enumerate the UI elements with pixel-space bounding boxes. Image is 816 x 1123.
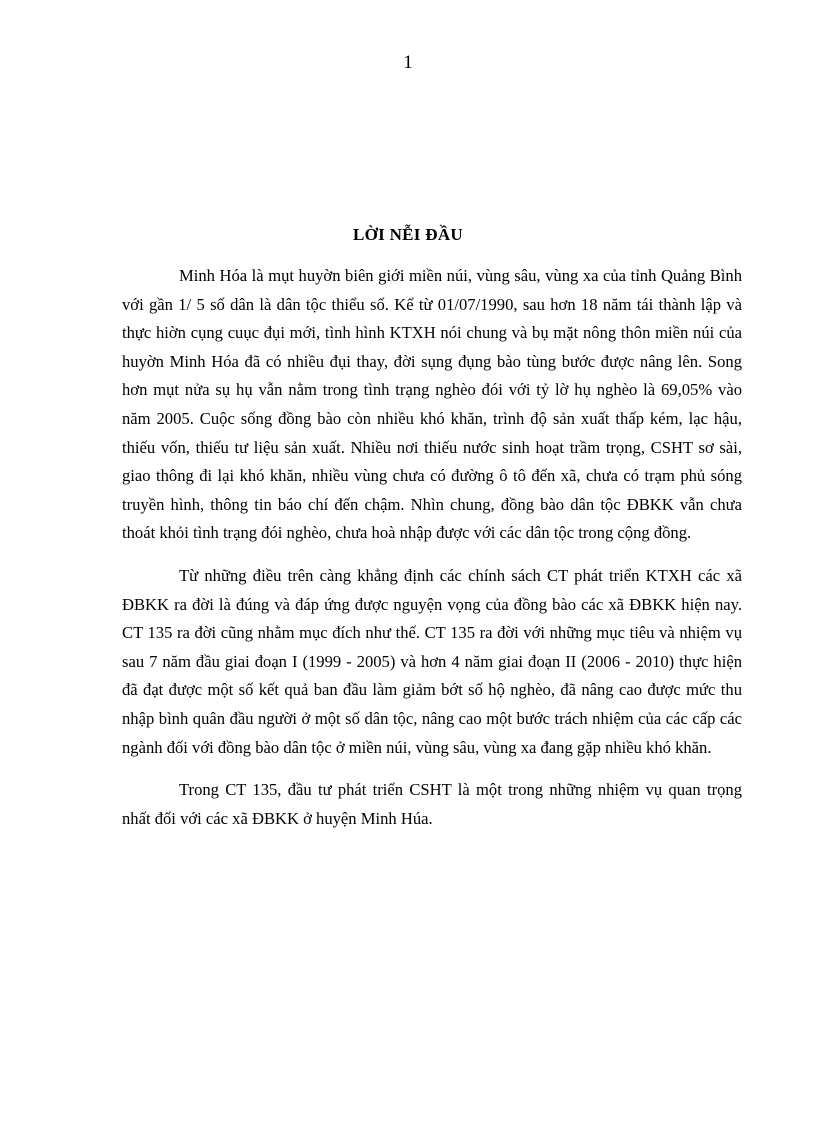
paragraph-2: Từ những điều trên càng khẳng định các chính sách CT phát triển KTXH các xã ĐBKK ra đời là đúng và đáp ứng được nguyện vọng của đồng bào các xã ĐBKK hiện nay. CT 135 ra đời cũng nhằm mục đích như thế. CT 135 ra đời với những mục tiêu và nhiệm vụ sau 7 năm đầu giai đoạn I (1999 - 2005) và hơn 4 năm giai đoạn II (2006 - 2010) thực hiện đã đạt được một số kết quả ban đầu làm giảm bớt số hộ nghèo, đã nâng cao được mức thu nhập bình quân đầu người ở một số dân tộc, nâng cao một bước trách nhiệm của các cấp các ngành đối với đồng bào dân tộc ở miền núi, vùng sâu, vùng xa đang gặp nhiều khó khăn. <box>122 565 742 757</box>
document-body <box>122 262 742 833</box>
paragraph-1: Minh Hóa là mụt huyờn biên giới miền núi, vùng sâu, vùng xa của tỉnh Quảng Bình với gần 1/ 5 số dân là dân tộc thiểu số. Kể từ 01/07/1990, sau hơn 18 năm tái thành lập và thực hiờn cụng cuục đụi mới, tình hình KTXH nói chung và bụ mặt nông thôn miền núi của huyờn Minh Hóa đã có nhiều đụi thay, đời sụng đụng bào tùng bước được nâng lên. Song hơn mụt nửa sụ hụ vẫn nằm trong tình trạng nghèo đói với tỷ lờ hụ nghèo là 69,05% vào năm 2005. Cuộc sống đồng bào còn nhiều khó khăn, trình độ sản xuất thấp kém, lạc hậu, thiếu vốn, thiếu tư liệu sản xuất. Nhiều nơi thiếu nước sinh hoạt trầm trọng, CSHT sơ sài, giao thông đi lại khó khăn, nhiều vùng chưa có đường ô tô đến xã, chưa có trạm phủ sóng truyền hình, thông tin báo chí đến chậm. Nhìn chung, đồng bào dân tộc ĐBKK vẫn chưa thoát khỏi tình trạng đói nghèo, chưa hoà nhập được với các dân tộc trong cộng đồng. <box>122 266 742 543</box>
page-number: 1 <box>403 52 413 73</box>
document-heading: LỜI NỄI ĐẦU <box>352 225 464 244</box>
paragraph-3: Trong CT 135, đầu tư phát triển CSHT là một trong những nhiệm vụ quan trọng nhất đối với các xã ĐBKK ở huyện Minh Húa. <box>122 780 742 828</box>
